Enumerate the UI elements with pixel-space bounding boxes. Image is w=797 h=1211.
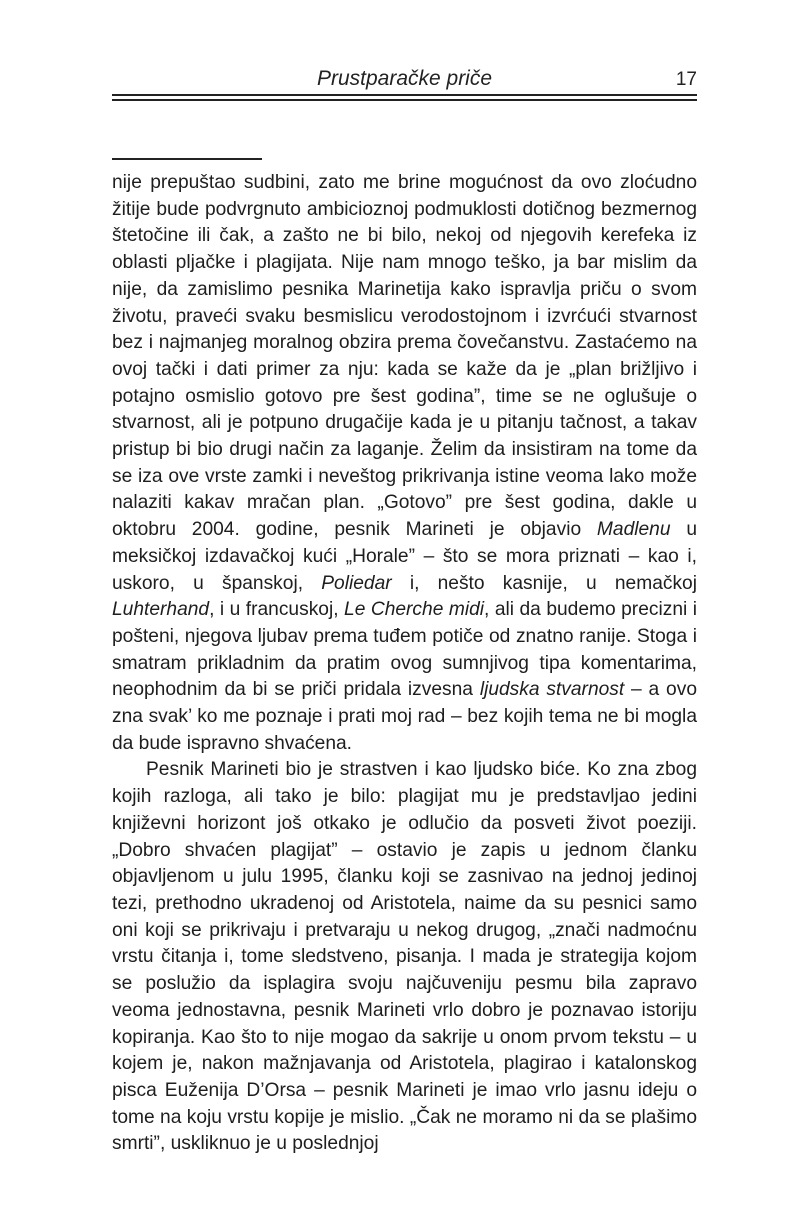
italic-title: Poliedar [321, 572, 392, 594]
body-text [112, 170, 697, 1158]
running-title: Prustparačke priče [316, 67, 493, 90]
text-run: u meksičkoj izdavačkoj kući „Horale” – što se mora priznati – kao i, uskoro, u španskoj, [112, 519, 697, 594]
text-run: nije prepuštao sudbini, zato me brine mogućnost da ovo zloćudno žitije bude podvrgnuto ambicioznoj podmuklosti dotičnog bezmernog štetočine ili čak, a zašto ne bi bilo, nekoj od njegovih kerefeka iz oblasti pljačke i plagijata. Nije nam mnogo teško, ja bar mislim da nije, da zamislimo pesnika Marinetija kako ispravlja priču o svom životu, praveći svaku besmislicu verodostojnom i izvrćući stvarnost bez i najmanjeg moralnog obzira prema čovečanstvu. Zastaćemo na ovoj tački i dati primer za nju: kada se kaže da je „plan brižljivo i potajno osmislio gotovo pre šest godina”, time se ne oglušuje o stvarnost, ali je potpuno drugačije kada je u pitanju tačnost, a takav pristup bi bio drugi način za laganje. Želim da insistiram na tome da se iza ove vrste zamki i neveštog prikrivanja istine veoma lako može nalaziti kakav mračan plan. „Gotovo” pre šest godina, dakle u oktobru 2004. godine, pesnik Marineti je objavio [112, 172, 697, 541]
italic-title: Luhterhand [112, 599, 210, 621]
text-run: , ali da budemo precizni i pošteni, njegova ljubav prema tuđem potiče od znatno ranije. Stoga i smatram prikladnim da pratim ovog sumnjivog tipa komentarima, neophodnim da bi se priči pridala izvesna [112, 599, 697, 701]
italic-title: Madlenu [596, 519, 671, 541]
header-double-rule [112, 94, 697, 101]
text-run: Pesnik Marineti bio je strastven i kao ljudsko biće. Ko zna zbog kojih razloga, ali tako je bilo: plagijat mu je predstavljao jedini književni horizont još otkako je odlučio da posveti život poeziji. „Dobro shvaćen plagijat” – ostavio je zapis u jednom članku objavljenom u julu 1995, članku koji se zasnivao na jednoj jedinoj tezi, prethodno ukradenoj od Aristotela, naime da su pesnici samo oni koji se prikrivaju i pretvaraju u nekog drugog, „znači nadmoćnu vrstu čitanja i, tome sledstveno, pisanja. I mada je strategija kojom se poslužio da isplagira svoju najčuveniju pesmu bila zapravo veoma jednostavna, pesnik Marineti vrlo dobro je poznavao istoriju kopiranja. Kao što to nije mogao da sakrije u onom prvom tekstu – u kojem je, nakon mažnjavanja od Aristotela, plagirao i katalonskog pisca Euženija D’Orsa – pesnik Marineti je imao vrlo jasnu ideju o tome na koju vrstu kopije je mislio. „Čak ne moramo ni da se plašimo smrti”, uskliknuo je u poslednjoj [112, 759, 697, 1155]
italic-title: Le Cherche midi [344, 599, 485, 621]
paragraph [112, 170, 697, 757]
paragraph [112, 757, 697, 1158]
page-header [112, 64, 697, 94]
italic-title: ljudska stvarnost [479, 679, 625, 701]
text-run: , i u francuskoj, [209, 599, 345, 621]
section-rule [112, 158, 262, 160]
text-run: i, nešto kasnije, u nemačkoj [391, 572, 697, 594]
text-run: – a ovo zna svak’ ko me poznaje i prati moj rad – bez kojih tema ne bi mogla da bude ispravno shvaćena. [112, 679, 697, 754]
page-number: 17 [675, 69, 697, 90]
